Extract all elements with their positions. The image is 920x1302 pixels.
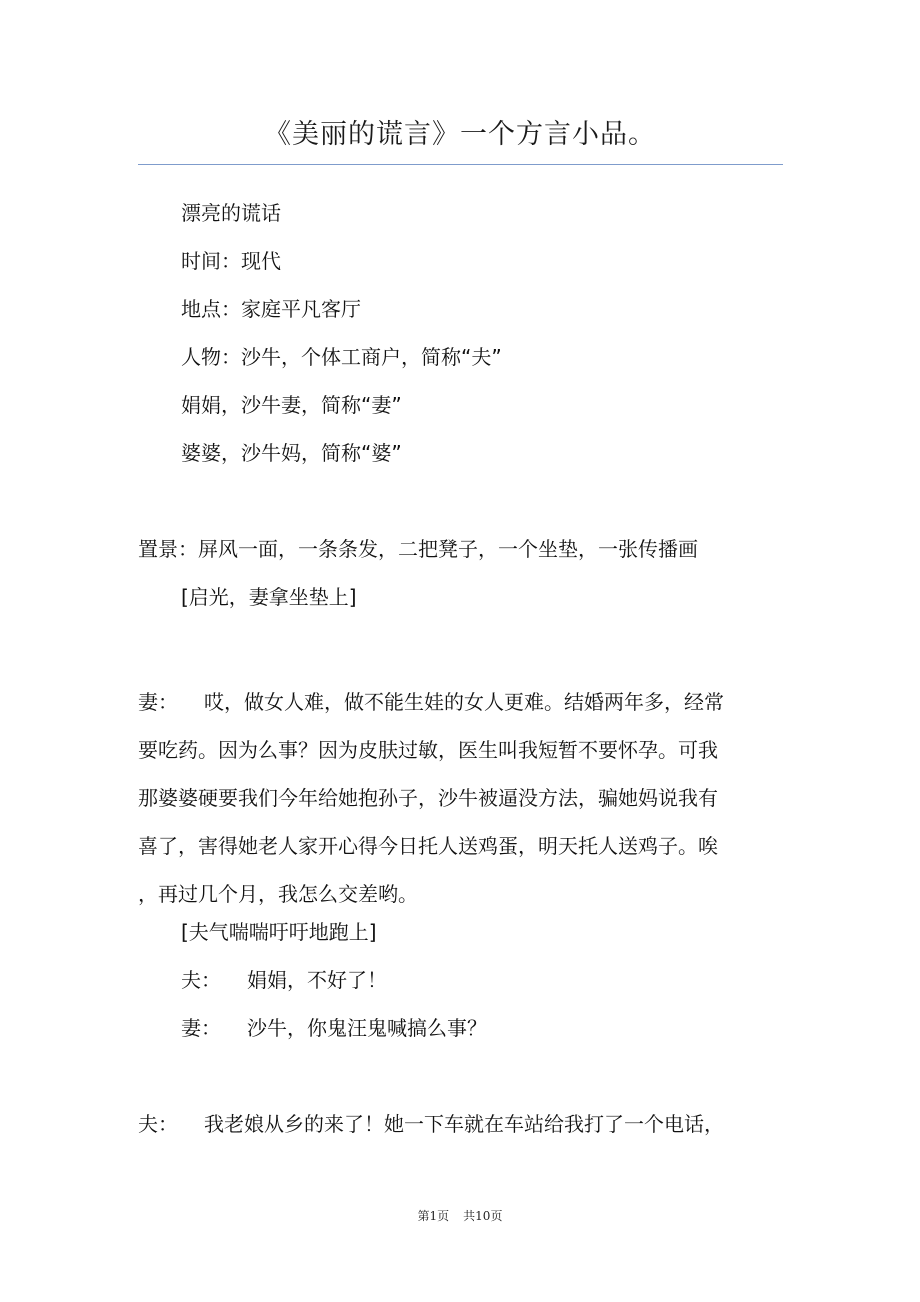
dialogue-text: 沙牛，你鬼汪鬼喊搞么事？ bbox=[247, 1016, 487, 1040]
dialogue-line bbox=[181, 1014, 487, 1042]
wife-monologue bbox=[138, 678, 778, 918]
dialogue-text: 娟娟，不好了！ bbox=[247, 968, 387, 992]
speech-text: 哎，做女人难，做不能生娃的女人更难。结婚两年多，经常 bbox=[204, 690, 724, 714]
page-number: 第1页 bbox=[417, 1209, 450, 1223]
scene-setting: 置景：屏风一面，一条条发，二把凳子，一个坐垫，一张传播画 bbox=[138, 537, 698, 561]
speech-line: 喜了，害得她老人家开心得今日托人送鸡蛋，明天托人送鸡子。唉 bbox=[138, 834, 718, 858]
script-heading: 漂亮的谎话 bbox=[181, 201, 281, 225]
stage-direction: [启光，妻拿坐垫上] bbox=[181, 585, 357, 609]
husband-speech bbox=[138, 1110, 724, 1138]
speaker-label: 夫： bbox=[181, 968, 221, 992]
page-title: 《美丽的谎言》一个方言小品。 bbox=[264, 119, 656, 150]
speaker-label: 妻： bbox=[138, 690, 178, 714]
page-footer bbox=[0, 1207, 920, 1224]
place-line: 地点：家庭平凡客厅 bbox=[181, 297, 361, 321]
speech-text: 我老娘从乡的来了！她一下车就在车站给我打了一个电话， bbox=[204, 1112, 724, 1136]
dialogue-line bbox=[181, 966, 387, 994]
speaker-label: 夫： bbox=[138, 1112, 178, 1136]
page-total: 共10页 bbox=[463, 1209, 503, 1223]
speech-line bbox=[138, 678, 778, 726]
characters-line: 人物：沙牛，个体工商户，简称“夫” bbox=[181, 345, 502, 369]
speaker-label: 妻： bbox=[181, 1016, 221, 1040]
speech-line: 要吃药。因为么事？因为皮肤过敏，医生叫我短暂不要怀孕。可我 bbox=[138, 738, 718, 762]
character-wife: 娟娟，沙牛妻，简称“妻” bbox=[181, 393, 402, 417]
speech-line: 那婆婆硬要我们今年给她抱孙子，沙牛被逼没方法，骗她妈说我有 bbox=[138, 786, 718, 810]
speech-line: ，再过几个月，我怎么交差哟。 bbox=[138, 882, 418, 906]
character-mother: 婆婆，沙牛妈，简称“婆” bbox=[181, 441, 402, 465]
time-line: 时间：现代 bbox=[181, 249, 281, 273]
stage-direction-2: [夫气喘喘吁吁地跑上] bbox=[181, 920, 377, 944]
title-divider bbox=[138, 164, 783, 165]
